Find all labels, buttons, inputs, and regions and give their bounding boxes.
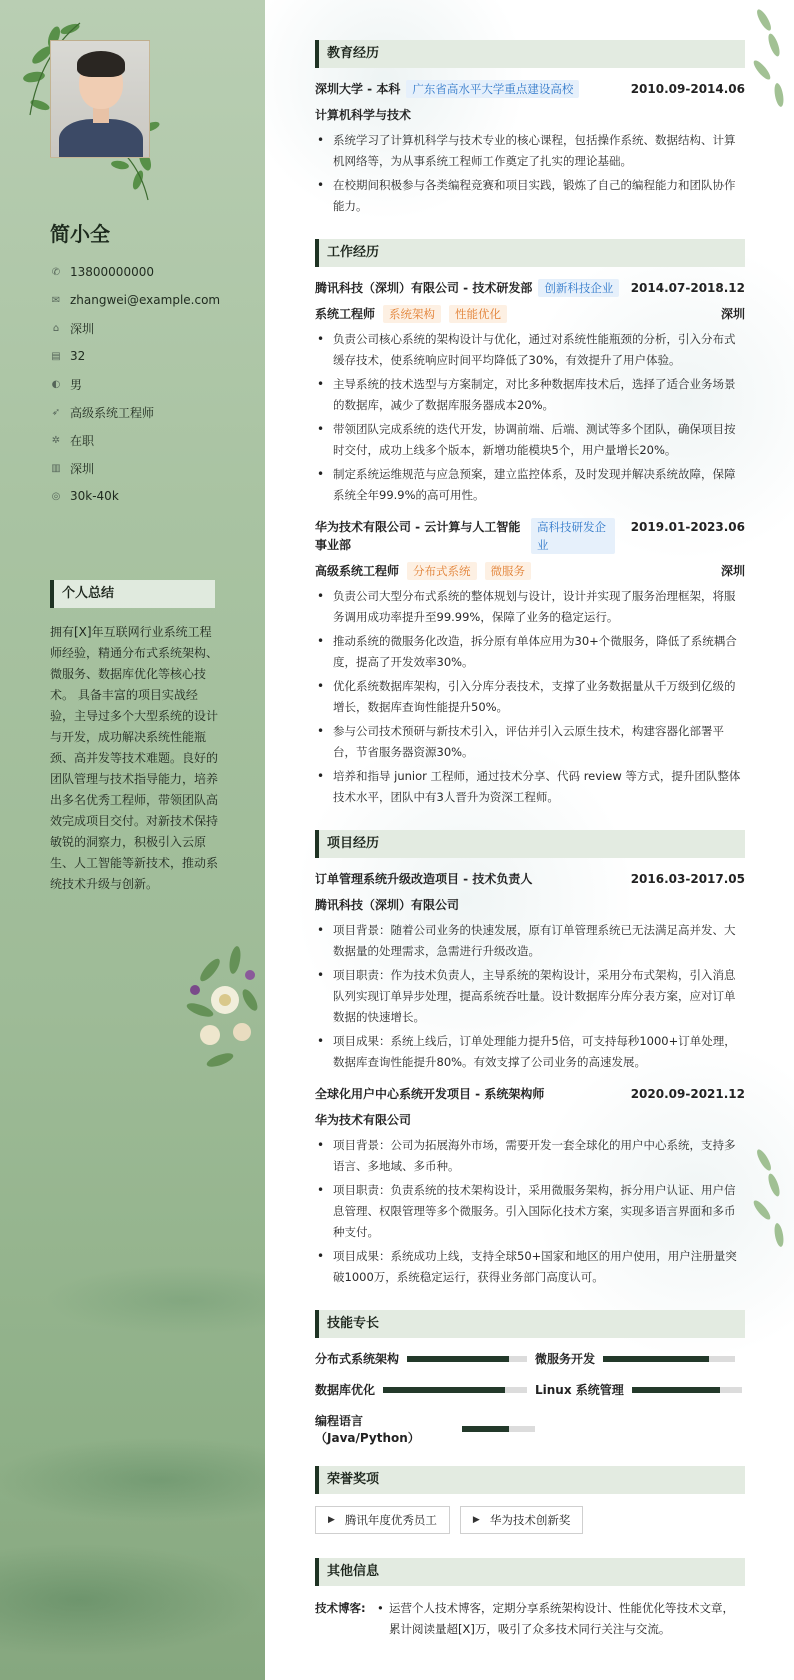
phone-icon: ✆ <box>51 266 61 278</box>
skill-bar <box>407 1356 527 1362</box>
info-salary: ◎ 30k-40k <box>51 489 119 503</box>
work-entry <box>315 518 745 808</box>
award-item: ▶ 腾讯年度优秀员工 <box>315 1506 450 1534</box>
summary-text: 拥有[X]年互联网行业系统工程师经验，精通分布式系统架构、微服务、数据库优化等核心技术。 具备丰富的项目实战经验，主导过多个大型系统的设计与开发，成功解决系统性能瓶颈、高并发等技术难题。良好的团队管理与技术指导能力，培养出多名优秀工程师，带领团队高效完成项目交付。对新技术保持敏锐的洞察力，积极引入云原生、人工智能等新技术，推动系统技术升级与创新。 <box>50 625 219 891</box>
skill-bar <box>632 1387 742 1393</box>
play-icon: ▶ <box>328 1515 335 1525</box>
list-item: • 项目成果：系统成功上线，支持全球50+国家和地区的用户使用，用户注册量突破1000万，系统稳定运行，获得业务部门高度认可。 <box>315 1246 745 1288</box>
list-item: • 负责公司核心系统的架构设计与优化，通过对系统性能瓶颈的分析，引入分布式缓存技术，使系统响应时间平均降低了30%，有效提升了用户体验。 <box>315 329 745 371</box>
status-icon: ✲ <box>51 434 61 446</box>
work-section <box>315 239 745 808</box>
company-name: 腾讯科技（深圳）有限公司 - 技术研发部 <box>315 281 533 295</box>
project-entry <box>315 870 745 1073</box>
skill-item <box>535 1381 745 1398</box>
skills-grid <box>315 1350 745 1446</box>
work-bullets <box>315 329 745 506</box>
skill-bar <box>383 1387 527 1393</box>
flower-decoration-icon <box>180 940 265 1090</box>
list-item: • 制定系统运维规范与应急预案，建立监控体系，及时发现并解决系统故障，保障系统全年99.9%的高可用性。 <box>315 464 745 506</box>
skill-name: 数据库优化 <box>315 1383 376 1397</box>
skill-item <box>315 1381 535 1398</box>
skill-bar <box>462 1426 535 1432</box>
list-item: • 项目职责：作为技术负责人，主导系统的架构设计，采用分布式架构，引入消息队列实现订单异步处理，提高系统吞吐量。设计数据库分库分表方案，应对订单数据的快速增长。 <box>315 965 745 1028</box>
contact-info-list <box>50 258 220 510</box>
skill-item <box>315 1350 535 1367</box>
education-bullets <box>315 130 745 217</box>
work-bullets <box>315 586 745 808</box>
other-label: 技术博客: <box>315 1601 366 1615</box>
skills-section <box>315 1310 745 1446</box>
education-title: 教育经历 <box>315 40 745 68</box>
education-date: 2010.09-2014.06 <box>630 82 745 96</box>
skill-name: 分布式系统架构 <box>315 1352 400 1366</box>
info-email: ✉ zhangwei@example.com <box>51 293 221 307</box>
role-tag: 系统架构 <box>383 305 441 323</box>
other-value: • 运营个人技术博客，定期分享系统架构设计、性能优化等技术文章，累计阅读量超[X]万，吸引了众多技术同行关注与交流。 <box>371 1598 745 1640</box>
projects-section <box>315 830 745 1288</box>
school-badge: 广东省高水平大学重点建设高校 <box>406 80 579 98</box>
education-entry <box>315 80 745 217</box>
award-item: ▶ 华为技术创新奖 <box>460 1506 583 1534</box>
profile-name: 简小全 <box>50 222 110 246</box>
awards-section <box>315 1466 745 1534</box>
skill-bar-fill <box>632 1387 720 1393</box>
list-item: • 系统学习了计算机科学与技术专业的核心课程，包括操作系统、数据结构、计算机网络等，为从事系统工程师工作奠定了扎实的理论基础。 <box>315 130 745 172</box>
list-item: • 项目背景：公司为拓展海外市场，需要开发一套全球化的用户中心系统，支持多语言、多地域、多币种。 <box>315 1135 745 1177</box>
summary-title: 个人总结 <box>50 580 215 608</box>
project-org: 腾讯科技（深圳）有限公司 <box>315 898 460 912</box>
job-role: 系统工程师 <box>315 307 376 321</box>
skill-name: Linux 系统管理 <box>535 1383 624 1397</box>
role-tag: 微服务 <box>485 562 532 580</box>
job-city: 深圳 <box>720 307 745 321</box>
play-icon: ▶ <box>472 1515 480 1525</box>
list-item: • 主导系统的技术选型与方案制定，对比多种数据库技术后，选择了适合业务场景的数据库，减少了数据库服务器成本20%。 <box>315 374 745 416</box>
project-entry <box>315 1085 745 1288</box>
avatar <box>50 40 150 158</box>
skill-name: 微服务开发 <box>535 1352 596 1366</box>
list-item: • 在校期间积极参与各类编程竞赛和项目实践，锻炼了自己的编程能力和团队协作能力。 <box>315 175 745 217</box>
sidebar <box>0 0 265 1680</box>
city-icon: ▥ <box>51 462 61 474</box>
list-item: • 优化系统数据库架构，引入分库分表技术，支撑了业务数据量从千万级到亿级的增长，数据库查询性能提升50%。 <box>315 676 745 718</box>
position-icon: ➶ <box>51 406 61 418</box>
other-title: 其他信息 <box>315 1558 745 1586</box>
work-title: 工作经历 <box>315 239 745 267</box>
info-age: ▤ 32 <box>51 349 86 363</box>
skill-bar-fill <box>603 1356 709 1362</box>
awards-title: 荣誉奖项 <box>315 1466 745 1494</box>
project-name: 全球化用户中心系统开发项目 - 系统架构师 <box>315 1087 545 1101</box>
skill-bar-fill <box>407 1356 509 1362</box>
list-item: • 推动系统的微服务化改造，拆分原有单体应用为30+个微服务，降低了系统耦合度，提高了开发效率30%。 <box>315 631 745 673</box>
info-gender: ◐ 男 <box>51 377 83 392</box>
gender-icon: ◐ <box>51 378 61 390</box>
project-bullets <box>315 1135 745 1288</box>
skill-bar-fill <box>383 1387 505 1393</box>
job-city: 深圳 <box>720 564 745 578</box>
company-badge: 高科技研发企业 <box>531 518 615 554</box>
major: 计算机科学与技术 <box>315 108 412 122</box>
info-phone: ✆ 13800000000 <box>51 265 154 279</box>
skills-title: 技能专长 <box>315 1310 745 1338</box>
project-name: 订单管理系统升级改造项目 - 技术负责人 <box>315 872 533 886</box>
mail-icon: ✉ <box>51 294 61 306</box>
salary-icon: ◎ <box>51 490 61 502</box>
info-status: ✲ 在职 <box>51 433 95 448</box>
job-role: 高级系统工程师 <box>315 564 400 578</box>
work-date: 2019.01-2023.06 <box>630 520 745 534</box>
info-city: ▥ 深圳 <box>51 461 95 476</box>
project-date: 2020.09-2021.12 <box>630 1087 745 1101</box>
info-home: ⌂ 深圳 <box>50 314 220 342</box>
skill-name: 编程语言（Java/Python） <box>315 1414 420 1445</box>
list-item: • 参与公司技术预研与新技术引入，评估并引入云原生技术，构建容器化部署平台，节省服务器资源30%。 <box>315 721 745 763</box>
skill-bar <box>603 1356 735 1362</box>
list-item: • 项目职责：负责系统的技术架构设计，采用微服务架构，拆分用户认证、用户信息管理、权限管理等多个微服务。引入国际化技术方案，实现多语言界面和多币种支付。 <box>315 1180 745 1243</box>
other-row <box>315 1598 745 1640</box>
list-item: • 培养和指导 junior 工程师，通过技术分享、代码 review 等方式，提升团队整体技术水平，团队中有3人晋升为资深工程师。 <box>315 766 745 808</box>
skill-item <box>535 1350 745 1367</box>
age-icon: ▤ <box>51 350 61 362</box>
work-entry <box>315 279 745 506</box>
project-date: 2016.03-2017.05 <box>630 872 745 886</box>
school-name: 深圳大学 - 本科 <box>315 82 401 96</box>
skill-item <box>315 1412 535 1446</box>
other-section <box>315 1558 745 1640</box>
role-tag: 性能优化 <box>449 305 507 323</box>
main-content <box>265 0 794 1680</box>
list-item: • 带领团队完成系统的迭代开发，协调前端、后端、测试等多个团队，确保项目按时交付，成功上线多个版本，新增功能模块5个，用户量增长20%。 <box>315 419 745 461</box>
project-org: 华为技术有限公司 <box>315 1113 412 1127</box>
list-item: • 项目成果：系统上线后，订单处理能力提升5倍，可支持每秒1000+订单处理，数据库查询性能提升80%。有效支撑了公司业务的高速发展。 <box>315 1031 745 1073</box>
role-tag: 分布式系统 <box>407 562 477 580</box>
home-icon: ⌂ <box>52 322 60 334</box>
education-section <box>315 40 745 217</box>
project-bullets <box>315 920 745 1073</box>
list-item: • 负责公司大型分布式系统的整体规划与设计，设计并实现了服务治理框架，将服务调用成功率提升至99.99%，保障了业务的稳定运行。 <box>315 586 745 628</box>
awards-list <box>315 1506 745 1534</box>
projects-title: 项目经历 <box>315 830 745 858</box>
company-badge: 创新科技企业 <box>538 279 619 297</box>
skill-bar-fill <box>462 1426 509 1432</box>
company-name: 华为技术有限公司 - 云计算与人工智能事业部 <box>315 520 521 552</box>
list-item: • 项目背景：随着公司业务的快速发展，原有订单管理系统已无法满足高并发、大数据量的处理需求，急需进行升级改造。 <box>315 920 745 962</box>
info-position: ➶ 高级系统工程师 <box>51 405 155 420</box>
work-date: 2014.07-2018.12 <box>630 281 745 295</box>
